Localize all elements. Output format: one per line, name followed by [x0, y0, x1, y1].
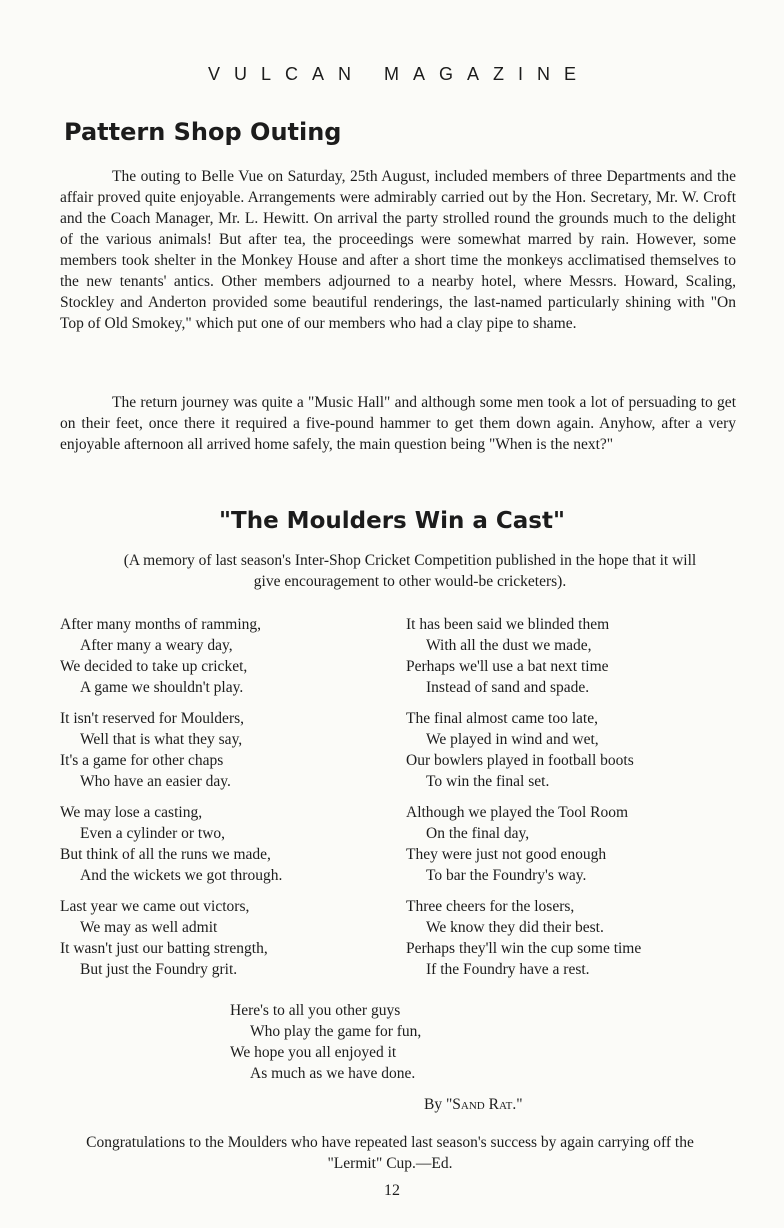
poem-line: After many a weary day, [80, 637, 233, 654]
signature-name: "Sand Rat." [445, 1096, 523, 1113]
poem-line: We played in wind and wet, [426, 731, 599, 748]
poem-line: Here's to all you other guys [230, 1002, 401, 1019]
poem-stanza [60, 896, 400, 980]
poem-line: Who play the game for fun, [250, 1023, 422, 1040]
poem-line: But think of all the runs we made, [60, 846, 271, 863]
poem-line: It wasn't just our batting strength, [60, 940, 268, 957]
poem-line: To win the final set. [426, 773, 550, 790]
poem-line: It isn't reserved for Moulders, [60, 710, 245, 727]
page-number: 12 [384, 1182, 400, 1199]
editor-note: Congratulations to the Moulders who have repeated last season's success by again carrying off the "Lermit" Cup.—Ed. [86, 1134, 694, 1172]
poem-line: We know they did their best. [426, 919, 604, 936]
poem-line: As much as we have done. [250, 1065, 416, 1082]
poem-line: Instead of sand and spade. [426, 679, 590, 696]
signature-prefix: By [424, 1096, 443, 1113]
poem-line: Perhaps we'll use a bat next time [406, 658, 609, 675]
poem-title: "The Moulders Win a Cast" [219, 508, 565, 534]
poem-line: Three cheers for the losers, [406, 898, 575, 915]
poem-line: The final almost came too late, [406, 710, 598, 727]
poem-right-column [406, 614, 746, 990]
poem-line: To bar the Foundry's way. [426, 867, 587, 884]
poem-stanza [406, 614, 746, 698]
poem-line: If the Foundry have a rest. [426, 961, 590, 978]
poem-line: And the wickets we got through. [80, 867, 283, 884]
poem-line: Well that is what they say, [80, 731, 243, 748]
poem-stanza [406, 802, 746, 886]
poem-line: We may lose a casting, [60, 804, 203, 821]
poem-line: We decided to take up cricket, [60, 658, 248, 675]
poem-intro: (A memory of last season's Inter-Shop Cricket Competition published in the hope that it will give encouragement to other would-be cricketers). [123, 552, 697, 590]
article-paragraph: The return journey was quite a "Music Hall" and although some men took a lot of persuading to get on their feet, once there it required a five-pound hammer to get them down again. Anyhow, after a very enjoyable afternoon all arrived home safely, the main question being "When is the next?" [60, 394, 736, 453]
poem-stanza [60, 708, 400, 792]
poem-line: After many months of ramming, [60, 616, 262, 633]
poem-final-stanza [230, 1000, 421, 1084]
poem-line: We hope you all enjoyed it [230, 1044, 397, 1061]
poem-line: A game we shouldn't play. [80, 679, 244, 696]
poem-line: It has been said we blinded them [406, 616, 610, 633]
poem-line: On the final day, [426, 825, 530, 842]
poem-signature [424, 1096, 523, 1114]
article-paragraph: The outing to Belle Vue on Saturday, 25th August, included members of three Departments and the affair proved quite enjoyable. Arrangements were admirably carried out by the Hon. Secretary, Mr. W. Croft and the Coach Manager, Mr. L. Hewitt. On arrival the party strolled round the grounds much to the delight of the various animals! But after tea, the proceedings were somewhat marred by rain. However, some members took shelter in the Monkey House and after a short time the monkeys acclimatised themselves to the new tenants' antics. Other members adjourned to a nearby hotel, where Messrs. Howard, Scaling, Stockley and Anderton provided some beautiful renderings, the last-named particularly shining with "On Top of Old Smokey," which put one of our members who had a clay pipe to shame. [60, 168, 736, 332]
poem-left-column [60, 614, 400, 990]
poem-line: We may as well admit [80, 919, 218, 936]
poem-stanza [406, 896, 746, 980]
poem-line: They were just not good enough [406, 846, 607, 863]
poem-stanza [60, 802, 400, 886]
poem-line: Even a cylinder or two, [80, 825, 226, 842]
poem-line: Perhaps they'll win the cup some time [406, 940, 642, 957]
poem-line: Our bowlers played in football boots [406, 752, 634, 769]
article-title: Pattern Shop Outing [64, 118, 342, 146]
poem-stanza [60, 614, 400, 698]
masthead: VULCAN MAGAZINE [207, 64, 591, 84]
poem-line: But just the Foundry grit. [80, 961, 238, 978]
poem-line: Last year we came out victors, [60, 898, 250, 915]
poem-line: Although we played the Tool Room [406, 804, 629, 821]
poem-stanza [406, 708, 746, 792]
poem-line: With all the dust we made, [426, 637, 592, 654]
poem-line: Who have an easier day. [80, 773, 231, 790]
poem-line: It's a game for other chaps [60, 752, 224, 769]
